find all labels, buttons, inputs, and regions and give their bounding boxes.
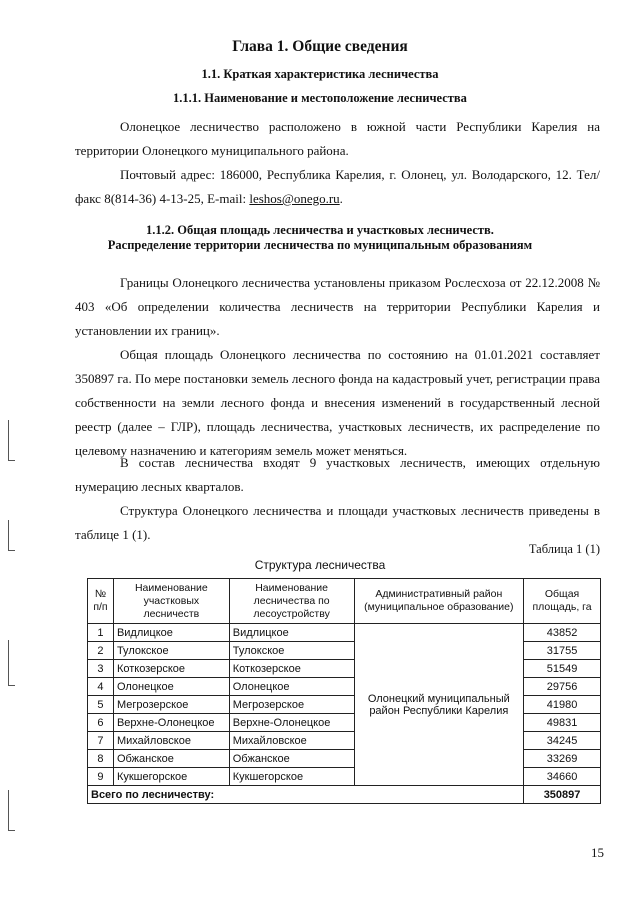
composition-paragraph: В состав лесничества входят 9 участковых лесничеств, имеющих отдельную нумерацию лесных кварталов. [75,455,600,494]
row-area: 29756 [524,678,601,696]
table-row [88,624,601,642]
row-org: Олонецкое [229,678,354,696]
table-row [88,750,601,768]
row-name: Обжанское [113,750,229,768]
section-heading-1-1-2 [0,223,640,253]
row-number: 3 [88,660,114,678]
row-org: Мегрозерское [229,696,354,714]
structure-paragraph: Структура Олонецкого лесничества и площади участковых лесничеств приведены в таблице 1 (1). [75,503,600,542]
row-org: Обжанское [229,750,354,768]
binding-mark [8,520,15,551]
row-area: 49831 [524,714,601,732]
page-number: 15 [591,845,604,860]
row-name: Коткозерское [113,660,229,678]
row-number: 1 [88,624,114,642]
table-row [88,768,601,786]
row-name: Кукшегорское [113,768,229,786]
row-name: Видлицкое [113,624,229,642]
row-area: 43852 [524,624,601,642]
row-name: Михайловское [113,732,229,750]
row-name: Олонецкое [113,678,229,696]
email-link[interactable]: leshos@onego.ru [249,191,340,206]
row-number: 2 [88,642,114,660]
address-paragraph [75,163,600,211]
table-row [88,714,601,732]
row-area: 31755 [524,642,601,660]
table-row [88,660,601,678]
header-number: № п/п [88,579,114,624]
row-number: 9 [88,768,114,786]
row-org: Коткозерское [229,660,354,678]
table-title: Структура лесничества [254,558,386,572]
header-admin-district: Административный район (муниципальное образование) [354,579,524,624]
location-paragraph: Олонецкое лесничество расположено в южной части Республики Карелия на территории Олонецкого муниципального района. [75,119,600,158]
section-heading-1-1-2-line2: Распределение территории лесничества по муниципальным образованиям [107,238,533,252]
row-number: 8 [88,750,114,768]
binding-mark [8,640,15,686]
row-area: 51549 [524,660,601,678]
row-area: 34245 [524,732,601,750]
table-row [88,678,601,696]
row-org: Михайловское [229,732,354,750]
row-number: 5 [88,696,114,714]
row-name: Мегрозерское [113,696,229,714]
chapter-title: Глава 1. Общие сведения [232,38,408,55]
forestry-structure-table [87,578,601,804]
area-paragraph: Общая площадь Олонецкого лесничества по состоянию на 01.01.2021 составляет 350897 га. По мере постановки земель лесного фонда на кадастровый учет, регистрации права собственности на земли лесного фонда и внесения изменений в государственный лесной реестр (далее – ГЛР), площадь лесничества, участковых лесничеств, их распределение по целевому назначению и категориям земель может меняться. [75,347,600,458]
table-header-row [88,579,601,624]
row-number: 6 [88,714,114,732]
row-number: 4 [88,678,114,696]
header-district-name: Наименование участковых лесничеств [113,579,229,624]
address-text: Почтовый адрес: 186000, Республика Карелия, г. Олонец, ул. Володарского, 12. Тел/факс 8(814-36) 4-13-25, E-mail: [75,167,600,206]
header-org-name: Наименование лесничества по лесоустройству [229,579,354,624]
row-name: Тулокское [113,642,229,660]
boundaries-paragraph: Границы Олонецкого лесничества установлены приказом Рослесхоза от 22.12.2008 № 403 «Об определении количества лесничеств на территории Республики Карелия и установлении их границ». [75,275,600,338]
header-area: Общая площадь, га [524,579,601,624]
section-heading-1-1: 1.1. Краткая характеристика лесничества [201,67,439,81]
address-suffix: . [339,191,343,206]
binding-mark [8,790,15,831]
row-area: 41980 [524,696,601,714]
row-name: Верхне-Олонецкое [113,714,229,732]
binding-mark [8,420,15,461]
row-org: Видлицкое [229,624,354,642]
section-heading-1-1-1: 1.1.1. Наименование и местоположение лесничества [173,91,467,105]
table-caption: Таблица 1 (1) [528,542,600,556]
table-row [88,642,601,660]
total-label: Всего по лесничеству: [88,786,524,804]
table-row [88,732,601,750]
row-number: 7 [88,732,114,750]
row-area: 33269 [524,750,601,768]
row-org: Верхне-Олонецкое [229,714,354,732]
table-total-row [88,786,601,804]
row-org: Кукшегорское [229,768,354,786]
table-row [88,696,601,714]
row-area: 34660 [524,768,601,786]
row-org: Тулокское [229,642,354,660]
total-value: 350897 [524,786,601,804]
admin-district-cell: Олонецкий муниципальный район Республики Карелия [354,624,524,786]
section-heading-1-1-2-line1: 1.1.2. Общая площадь лесничества и участковых лесничеств. [146,223,494,237]
